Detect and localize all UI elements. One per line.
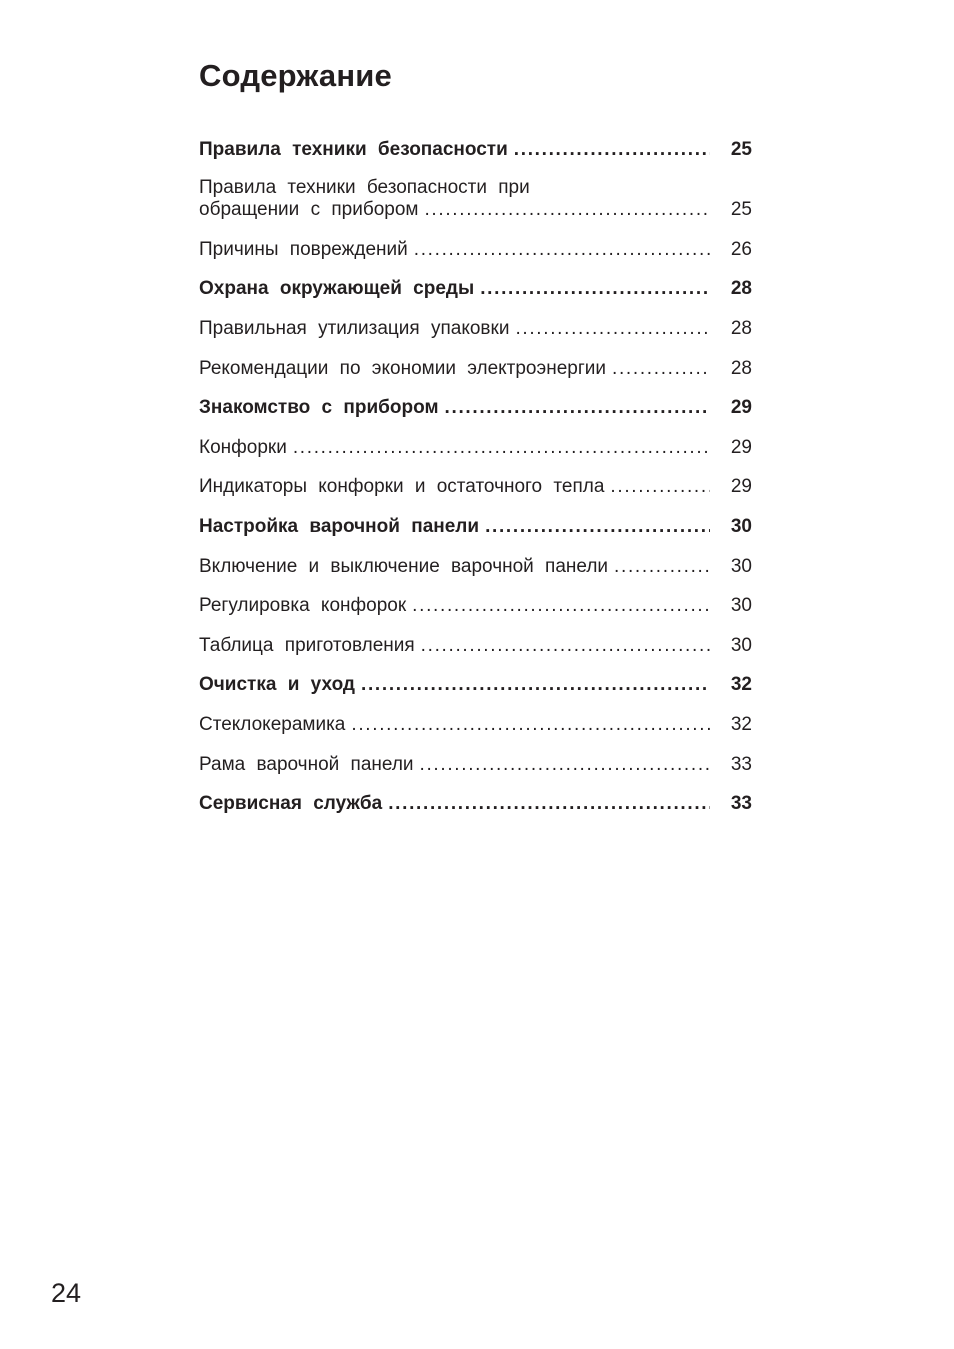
toc-entry-hob-setup[interactable] bbox=[199, 511, 752, 539]
toc-entry-label: Таблица приготовления bbox=[199, 635, 415, 656]
toc-entry-energy-saving[interactable] bbox=[199, 353, 752, 381]
dot-leader bbox=[485, 515, 710, 539]
dot-leader bbox=[612, 357, 710, 381]
toc-entry-cleaning[interactable] bbox=[199, 669, 752, 697]
toc-entry-service[interactable] bbox=[199, 788, 752, 816]
toc-entry-label: Знакомство с прибором bbox=[199, 397, 439, 418]
dot-leader bbox=[412, 594, 710, 618]
toc-entry-packaging-disposal[interactable] bbox=[199, 313, 752, 341]
dot-leader bbox=[514, 138, 710, 162]
toc-entry-page: 33 bbox=[730, 793, 752, 814]
toc-entry-page: 26 bbox=[730, 239, 752, 260]
toc-entry-cooking-table[interactable] bbox=[199, 630, 752, 658]
dot-leader bbox=[610, 475, 710, 499]
toc-entry-label: Правила техники безопасности bbox=[199, 139, 508, 160]
dot-leader bbox=[614, 555, 710, 579]
footer-page-number: 24 bbox=[51, 1278, 82, 1308]
toc-entry-label: Стеклокерамика bbox=[199, 714, 346, 735]
toc-entry-label: Конфорки bbox=[199, 437, 287, 458]
toc-entry-indicators[interactable] bbox=[199, 471, 752, 499]
dot-leader bbox=[515, 317, 710, 341]
toc-entry-glass-ceramic[interactable] bbox=[199, 709, 752, 737]
toc-entry-label: Причины повреждений bbox=[199, 239, 408, 260]
toc-entry-label: Индикаторы конфорки и остаточного тепла bbox=[199, 476, 605, 497]
toc-entry-page: 29 bbox=[730, 397, 752, 418]
toc-entry-page: 25 bbox=[730, 199, 752, 220]
toc-entry-label: Сервисная служба bbox=[199, 793, 383, 814]
dot-leader bbox=[414, 238, 710, 262]
toc-entry-damage-causes[interactable] bbox=[199, 234, 752, 262]
dot-leader bbox=[388, 792, 710, 816]
dot-leader bbox=[421, 634, 710, 658]
toc-entry-page: 25 bbox=[730, 139, 752, 160]
dot-leader bbox=[351, 713, 710, 737]
toc-entry-appliance-intro[interactable] bbox=[199, 392, 752, 420]
toc-entry-page: 30 bbox=[730, 595, 752, 616]
toc-entry-page: 28 bbox=[730, 358, 752, 379]
toc-entry-page: 30 bbox=[730, 635, 752, 656]
toc-entry-label: Настройка варочной панели bbox=[199, 516, 480, 537]
dot-leader bbox=[361, 673, 710, 697]
toc-entry-page: 30 bbox=[730, 556, 752, 577]
dot-leader bbox=[424, 198, 710, 222]
toc-entry-label: Включение и выключение варочной панели bbox=[199, 556, 609, 577]
page-title: Содержание bbox=[199, 58, 392, 93]
toc-entry-burner-adjust[interactable] bbox=[199, 590, 752, 618]
toc-entry-label-line1: Правила техники безопасности при bbox=[199, 177, 530, 198]
toc-entry-label: Правильная утилизация упаковки bbox=[199, 318, 510, 339]
toc-entry-hob-frame[interactable] bbox=[199, 749, 752, 777]
toc-entry-label: Рекомендации по экономии электроэнергии bbox=[199, 358, 606, 379]
dot-leader bbox=[480, 277, 710, 301]
toc-entry-safety-rules[interactable] bbox=[199, 134, 752, 162]
dot-leader bbox=[445, 396, 710, 420]
toc-entry-label: Регулировка конфорок bbox=[199, 595, 407, 616]
toc-entry-page: 29 bbox=[730, 437, 752, 458]
dot-leader bbox=[420, 753, 710, 777]
table-of-contents bbox=[199, 0, 752, 1349]
toc-entry-handling-safety[interactable] bbox=[199, 194, 752, 222]
toc-entry-page: 28 bbox=[730, 318, 752, 339]
toc-entry-page: 30 bbox=[730, 516, 752, 537]
toc-entry-label: Охрана окружающей среды bbox=[199, 278, 475, 299]
toc-entry-on-off[interactable] bbox=[199, 551, 752, 579]
toc-entry-page: 29 bbox=[730, 476, 752, 497]
toc-entry-label: Очистка и уход bbox=[199, 674, 355, 695]
dot-leader bbox=[293, 436, 710, 460]
toc-entry-label: Рама варочной панели bbox=[199, 754, 414, 775]
toc-entry-burners[interactable] bbox=[199, 432, 752, 460]
toc-entry-page: 33 bbox=[730, 754, 752, 775]
toc-entry-environment[interactable] bbox=[199, 273, 752, 301]
toc-entry-page: 32 bbox=[730, 674, 752, 695]
toc-entry-page: 32 bbox=[730, 714, 752, 735]
toc-entry-label: обращении с прибором bbox=[199, 199, 419, 220]
toc-entry-page: 28 bbox=[730, 278, 752, 299]
